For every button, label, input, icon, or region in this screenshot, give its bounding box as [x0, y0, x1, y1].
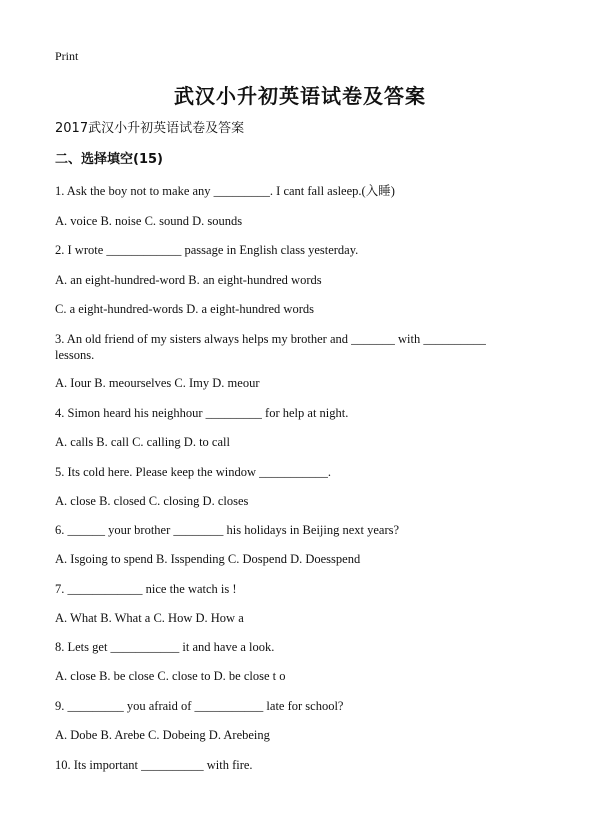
- question-5-stem: 5. Its cold here. Please keep the window ___________.: [55, 465, 331, 479]
- question-6-stem: 6. ______ your brother ________ his holidays in Beijing next years?: [55, 523, 400, 537]
- document-subtitle: 2017武汉小升初英语试卷及答案: [55, 121, 245, 136]
- question-4-stem: 4. Simon heard his neighhour _________ for help at night.: [55, 406, 349, 420]
- question-2-options-cd: C. a eight-hundred-words D. a eight-hundred words: [55, 302, 314, 316]
- question-6-options: A. Isgoing to spend B. Isspending C. Dospend D. Doesspend: [55, 552, 361, 566]
- question-9-options: A. Dobe B. Arebe C. Dobeing D. Arebeing: [55, 728, 270, 742]
- question-7-options: A. What B. What a C. How D. How a: [55, 611, 244, 625]
- question-8-options: A. close B. be close C. close to D. be close t o: [55, 669, 286, 683]
- page-title: 武汉小升初英语试卷及答案: [174, 84, 426, 108]
- section-heading: 二、选择填空(15): [55, 152, 163, 167]
- question-10-stem: 10. Its important __________ with fire.: [55, 758, 253, 772]
- question-9-stem: 9. _________ you afraid of ___________ late for school?: [55, 699, 344, 713]
- question-5-options: A. close B. closed C. closing D. closes: [55, 494, 249, 508]
- print-label: Print: [55, 49, 79, 63]
- question-2-options-ab: A. an eight-hundred-word B. an eight-hundred words: [55, 273, 322, 287]
- question-1-stem: 1. Ask the boy not to make any _________. I cant fall asleep.(入睡): [55, 184, 395, 198]
- question-1-options: A. voice B. noise C. sound D. sounds: [55, 214, 243, 228]
- question-7-stem: 7. ____________ nice the watch is !: [55, 582, 237, 596]
- question-3-options: A. Iour B. meourselves C. Imy D. meour: [55, 376, 260, 390]
- question-8-stem: 8. Lets get ___________ it and have a look.: [55, 640, 275, 654]
- question-4-options: A. calls B. call C. calling D. to call: [55, 435, 230, 449]
- question-2-stem: 2. I wrote ____________ passage in English class yesterday.: [55, 243, 359, 257]
- question-3-stem: 3. An old friend of my sisters always helps my brother and _______ with __________ lessons.: [55, 332, 486, 362]
